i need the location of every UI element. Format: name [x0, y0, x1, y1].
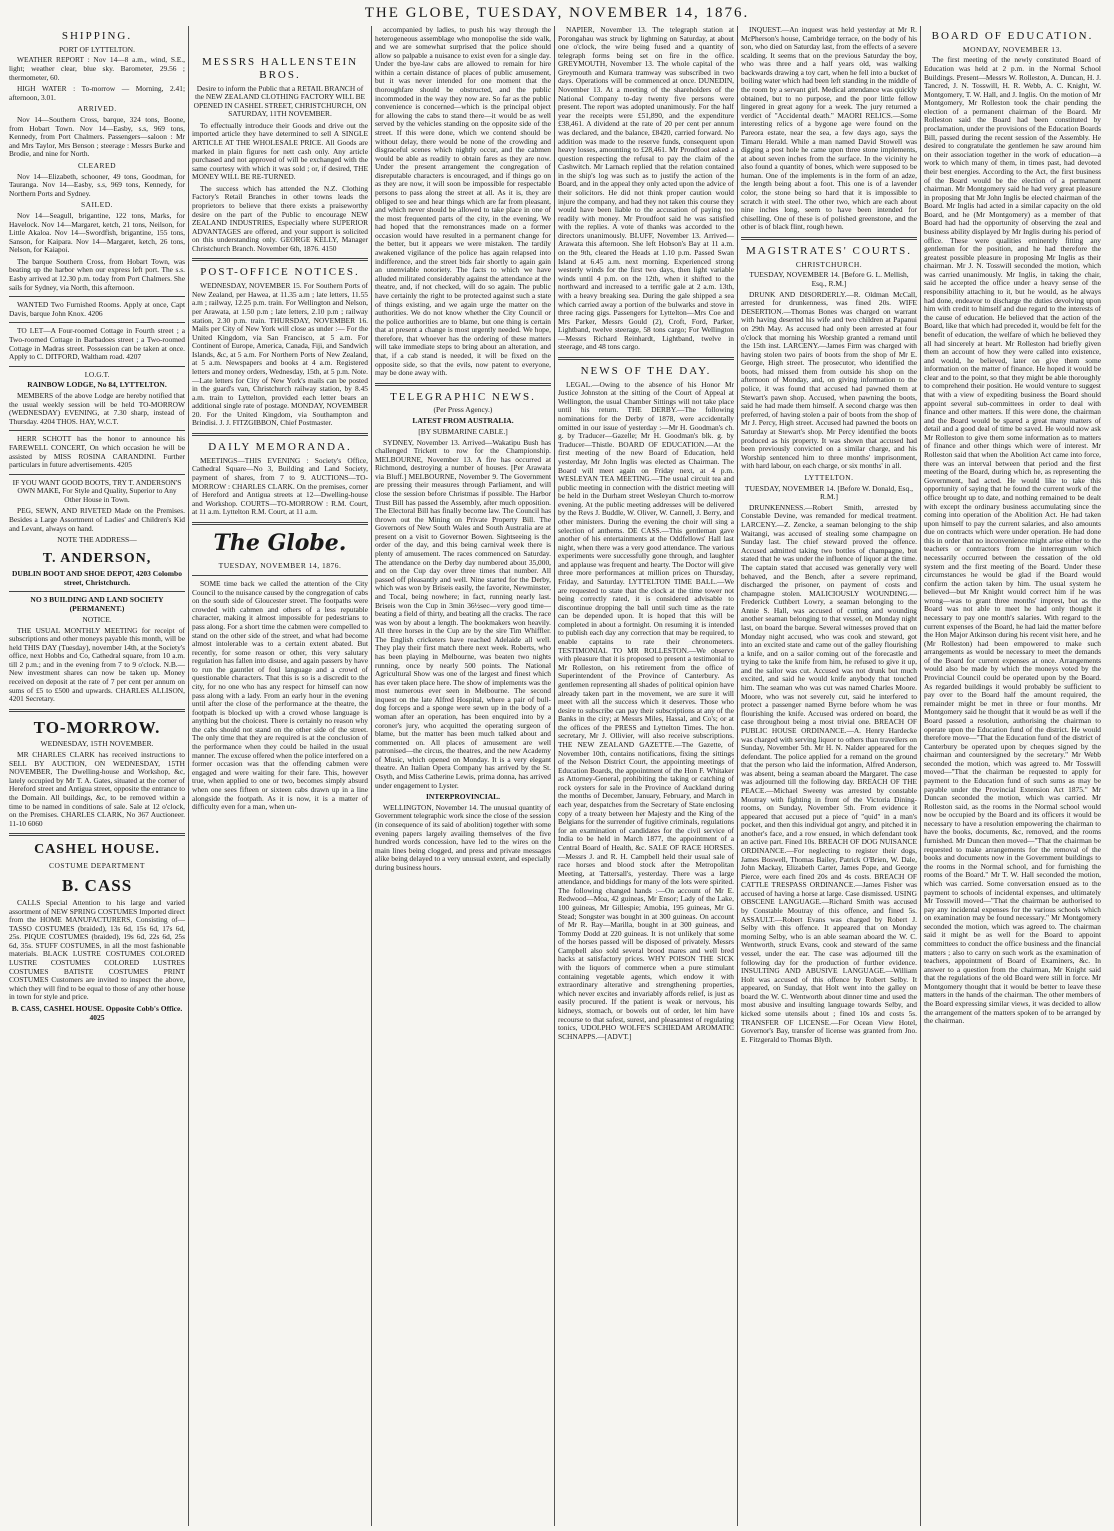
column-2 [189, 26, 372, 1526]
sailed-text: Nov 14—Seagull, brigantine, 122 tons, Marks, for Havelock. Nov 14—Margaret, ketch, 21 tons, Neilson, for Little Akaloa. Nov 14—Swordfish, brigantine, 155 tons, Sanson, for Kaipara. Nov 14—Margaret, ketch, 26 tons, Nelson, for Kaiapoi. [9, 211, 185, 255]
tomorrow-heading: TO-MORROW. [33, 717, 161, 737]
board-heading: BOARD OF EDUCATION. [931, 30, 1094, 42]
masthead: THE GLOBE, TUESDAY, NOVEMBER 14, 1876. [364, 5, 750, 21]
cleared-text: Nov 14—Elizabeth, schooner, 49 tons, Goodman, for Tauranga. Nov 14—Easby, s.s, 969 tons, Kennedy, for Northern Ports and Sydney. [9, 171, 185, 198]
christchurch-date: TUESDAY, NOVEMBER 14. [Before G. L. Mellish, Esq., R.M.] [749, 270, 909, 288]
hallenstein-heading: MESSRS HALLENSTEIN BROS. [201, 56, 359, 81]
editorial-date: TUESDAY, NOVEMBER 14, 1876. [218, 561, 342, 571]
wanted-ad: WANTED Two Furnished Rooms. Apply at once, Capt Davis, barque John Knox. 4206 [9, 300, 185, 318]
memoranda-heading: DAILY MEMORANDA. [208, 441, 352, 454]
news-text: LEGAL.—Owing to the absence of his Honor Mr Justice Johnston at the sitting of the Court of Appeal at Wellington, the usual Chamber Sittings will not take place until his return. THE DERBY.—The following nominations for the Derby of 1878, were accidentally omitted in our issue of yesterday :—Mr H. Goodman's ch. g. by Traducer—Gazelle; Mr H. Goodman's blk. g. by Traducer—Thistle. BOARD OF EDUCATION.—At the first meeting of the new Board of Education, held yesterday, Mr John Inglis was elected as Chairman. The Board will meet again on Friday next, at 4 p.m. WESLEYAN TEA MEETING.—The usual circuit tea and public meeting in connection with the district meeting will be held in the Durham street Wesleyan Church to-morrow evening. At the public meeting addresses will be delivered by the Revs J. Buddle, W. Oliver, W. Cannell, J. Berry, and other ministers. During the evening the choir will sing a selection of anthems. DE CASS.—This gentleman gave another of his entertainments at the Oddfellows' Hall last night, when there was a very good attendance. The various experiments were successfully gone through, and laughter and applause was frequent and hearty. The Doctor will give three more performances at million prices on Thursday, Friday, and Saturday. LYTTELTON TIME BALL.—We are requested to state that the clock at the time tower not being correctly rated, it is considered advisable to discontinue dropping the ball until such time as the rate can be depended upon. It is hoped that this will be completed in about a fortnight. On resuming it is intended to publish each day any correction that may be required, to enable captains to rate their chronometers. TESTIMONIAL TO MR ROLLESTON.—We observe with pleasure that it is proposed to present a testimonial to Mr Rolleston, on his retirement from the office of Superintendent of the Province of Canterbury. As gentlemen representing all shades of political opinion have already taken part in the movement, we are sure it will meet with all the success which it deserves. Those who desire to subscribe can pay their subscriptions at any of the Banks in the city; at Messrs Miles, Hassal, and Co's; or at the offices of the PRESS and Lyttelton Times. The hon. secretary, Mr J. Ollivier, will also receive subscriptions. THE NEW ZEALAND GAZETTE.—The Gazette, of November 10th, contains notifications, fixing the sittings of the Nelson District Court, the appointing meetings of Education Boards, the appointment of the Hon F. Whitaker as Attorney-General, prohibiting the taking or catching of rock oysters for sale in the Province of Auckland during the months of December, January, February, and March in each year, despatches from the Secretary of State enclosing copy of a treaty between her Majesty and the King of the Belgians for the surrender of fugitive criminals, regulations for an examination of candidates for the civil service of India to be held in March 1877, the appointment of a Central Board of Health, &c. SALE OF RACE HORSES.—Messrs J. and R. H. Campbell held their usual sale of race horses and blood stock after the Metropolitan Meeting, at Tattersall's, yesterday. There was a large attendance, and biddings for many of the lots were spirited. The following changed hands :—On account of Mr E. Redwood—Moa, 42 guineas, Mr Ensor; Lady of the Lake, 100 guineas, Mr Gillespie; Amobia, 195 guineas, Mr G. Stead; Songster was bought in at 300 guineas. On account of Mr R. Ray—Marilla, bought in at 300 guineas, and Tommy Dodd at 220 guineas. It is not unlikely that some of the horses passed will be disposed of privately. Messrs Campbell also sold several brood mares and well bred hacks at satisfactory prices. WHY POISON THE SICK with the liquors of commerce when a pure stimulant containing vegetable agents, which endow it with extraordinary alterative and strengthening properties, which never excites and invariably affords relief, is just as easily procured. If the patient is weak or nervous, his kidneys, stomach, or bowels out of order, let him have recourse to that safest, surest, and pleasantest of regulating tonics, UDOLPHO WOLFE'S SCHIEDAM AROMATIC SCHNAPPS.—[ADVT.] [558, 379, 734, 1041]
sailed-heading: SAILED. [80, 200, 114, 210]
magistrates-heading: MAGISTRATES' COURTS. [745, 244, 912, 257]
port-heading: PORT OF LYTTELTON. [59, 44, 135, 54]
high-water: HIGH WATER : To-morrow — Morning, 2.41; afternoon, 3.01. [9, 84, 185, 102]
dublin-depot: DUBLIN BOOT AND SHOE DEPOT, 4203 Colombo street, Christchurch. [12, 569, 182, 587]
costume-dept: COSTUME DEPARTMENT [49, 860, 145, 870]
pegged-ad: PEG, SEWN, AND RIVETED Made on the Premises. Besides a Large Assortment of Ladies' and Children's Kid and Levant, always on hand. [9, 506, 185, 533]
christchurch-text: DRUNK AND DISORDERLY.—R. Oldman McCall, arrested for drunkenness, was fined 20s. WIFE DESERTION.—Thomas Bones was charged on warrant with having deserted his wife and two children at Papanui on 29th May. As accused had only been arrested at four o'clock that morning his Worship granted a remand until the 15th inst. LARCENY.—James Firm was charged with having stolen two pairs of boots from the shop of Mr E. George, High street. The prosecutor, who identified the boots, had missed them from outside his shop on the afternoon of Monday, and, on giving information to the police, it was found that accused had pawned them at Stewart's pawn shop. Accused, when pawning the boots, said he had made them himself. A second charge was then preferred, of having stolen a pair of boots from the shop of Mr J. Percy, High street. Accused had pawned the boots on Saturday at Stewart's shop. Mr Percy identified the boots produced as his property. It was shown that accused had been previously convicted on a similar charge, and his Worship sentenced him to three months' imprisonment, with hard labour, on each charge, or six months' in all. [741, 289, 917, 471]
arrived-heading: ARRIVED. [77, 104, 117, 114]
interprovincial-heading: INTERPROVINCIAL. [426, 792, 500, 802]
editorial-text: SOME time back we called the attention of the City Council to the nuisance caused by the congregation of cabs on the south side of Gloucester street. The footpaths were crowded with cabmen and others of a less reputable character, making it almost impossible for pedestrians to pass along. For a short time the cabmen were compelled to stand on the other side of the street, and what had become almost intolerable was to a certain extent abated. But recently, for some reason or other, this very salutary regulation has fallen into disuse, and again passers by have to run the gauntlet of foul language and a crowd of questionable characters. That this is so is a discredit to the city, for no one who has any respect for himself can now pass along with a lady. From an early hour in the evening until after the close of the performance at the theatre, the footpath is blocked up with a crowd whose language is anything but the choicest. There is certainly no reason why the cabs should not stand on the other side of the street. The only time that they are required is at the conclusion of the performance when they could be hailed in the usual manner. The excuse offered when the police interfered on a former occasion was that the offending cabmen were engaged and were waiting for their fare. This, however true, when applied to one or two, becomes simply absurd when one sees fifteen or sixteen cabs drawn up in a line alongside the footpath. As it is now, it is a matter of difficulty even for a man, when un- [192, 579, 368, 812]
shipping-note: The barque Southern Cross, from Hobart Town, was beating up the harbor when our express left port. The s.s. Easby arrived at 12.30 p.m. today from Port Chalmers. She sails for Sydney, via North, this afternoon. [9, 256, 185, 292]
column-1 [6, 26, 189, 1526]
telegraphic-heading: TELEGRAPHIC NEWS. [390, 390, 536, 403]
globe-title: The Globe. [213, 529, 347, 556]
hallenstein-text-3: The success which has attended the N.Z. Clothing Factory's Retail Branches in other towns leads the proprietors to believe that there exists a praiseworthy desire on the part of the Public to encourage NEW ZEALAND INDUSTRIES, Especially where SUPERIOR ADVANTAGES are offered, and your support is solicited on this understanding only. GEORGE KELLY, Manager Christchurch Branch. November 6th, 1876. 4150 [192, 183, 368, 253]
christchurch-heading: CHRISTCHURCH. [795, 259, 863, 269]
arrived-text: Nov 14—Southern Cross, barque, 324 tons, Boone, from Hobart Town. Nov 14—Easby, s.s, 969 tons, Kennedy, from Port Chalmers. Passengers—saloon : Mr and Mrs Taylor, Mrs Benson ; steerage : Messrs Burke and Brodie, and nine for North. [9, 115, 185, 159]
lodge-text: MEMBERS of the above Lodge are hereby notified that the usual weekly session will be held TO-MORROW (WEDNESDAY) EVENING, at 7.30 sharp, instead of Thursday. 4204 THOS. HAY, W.C.T. [9, 391, 185, 426]
note-address: NOTE THE ADDRESS— [57, 535, 137, 545]
lyttelton-text: DRUNKENNESS.—Robert Smith, arrested by Constable Devine, was remanded for medical treatment. LARCENY.—Z. Zencke, a seaman belonging to the ship Waitangi, was accused of stealing some champagne on Sunday last. The chief steward proved the offence. Accused admitted taking two bottles of champagne, but stated that he was under the influence of liquor at the time. The captain stated that accused was generally very well behaved, and the Bench, after a severe reprimand, discharged the prisoner, on payment of costs and champagne stolen. MALICIOUSLY WOUNDING.—Frederick Cuthbert Lowry, a seaman belonging to the Annie S. Hall, was accused of cutting and wounding another seaman belonging to that vessel, on Monday night last, on board the barque. Several witnesses proved that on Monday night accused, who was cook and steward, got into an excited state and came out of the galley flourishing a knife, and on a sailor coming out of the forecastle and trying to take the knife from him, he refused to give it up, and the sailor was cut. Accused was not drunk but much excited, and said he would knife anybody that touched him. The seaman who was cut was named Charles Moore. Moore, who was not severely cut, said he interfered to protect a passenger named Byrne before whom he was flourishing the knife. Accused was ordered on board, the case throughout being a most trivial one. BREACH OF PUBLIC HOUSE ORDINANCE.—A. Henry Hardecke was charged with serving liquor to others than travellers on Sunday, November 5th. Mr H. N. Nalder appeared for the defendant. The police applied for a remand on the ground that the person who laid the information, Alfred Anderson, was absent, being a seaman aboard the Margaret. The case was adjourned till the following day. BREACH OF THE PEACE.—Michael Sweeny was arrested by constable Moutray with fighting in front of the Victoria Dining-rooms, on Sunday, November 5th. From evidence it appeared that accused put a piece of "quid" in a man's pocket, and then this individual got angry, and pitched it in another's face, and a row ensued, in which defendant took an active part. Fined 10s. BREACH OF DOG NUISANCE ORDINANCE.—For neglecting to register their dogs, James Boswell, Thomas Bailey, Patrick O'Brien, W. Dale, John Mackay, Elizabeth Carter, James Pope, and George Pierce, were each fined 20s and 4s costs. BREACH OF CATTLE TRESPASS ORDINANCE.—James Fisher was accused of having a horse at large. Case dismissed. USING OBSCENE LANGUAGE.—Richard Smith was accused by Constable Moutray of this offence, and fined 5s. ASSAULT.—Robert Evans was charged by Robert J. Selby with this offence. It appeared that on Monday morning Selby, who is an able seaman aboard the W. C. Wentworth, struck Evans, cook and steward of the same vessel, under the ear. The case was adjourned till the following day for the production of further evidence. INSULTING AND ABUSIVE LANGUAGE.—William Holt was accused of this offence by Robert Selby. It appeared, on Sunday, that Holt went into the galley on board the W. C. Wentworth about dinner time and used the most abusive and insulting language towards Selby, and kicked some utensils about ; fined 10s and costs 5s. TRANSFER OF LICENSE.—For Ocean View Hotel, Governor's Bay, transfer of license was granted from Jno. E. Fitzgerald to Thomas Blyth. [741, 502, 917, 1044]
boots-ad: IF YOU WANT GOOD BOOTS, TRY T. ANDERSON'S OWN MAKE, For Style and Quality, Superior to Any Other House in Town. [12, 477, 182, 504]
tolet-ad: TO LET—A Four-roomed Cottage in Fourth street ; a Two-roomed Cottage in Barbadoes street ; a Two-roomed Cottage in Madras street. Possession can be taken at once. Apply to C. DITFORD, Waltham road. 4207 [9, 326, 185, 362]
hallenstein-text-2: To effectually introduce their Goods and drive out the imported article they have determined to sell A SINGLE ARTICLE AT THE WHOLESALE PRICE. All Goods are marked in plain figures for nett cash only. Any article purchased and not approved of will be exchanged with the same courtesy with which it was sold ; or, if desired, THE MONEY WILL BE RE-TURNED. [192, 120, 368, 182]
latest-australia: LATEST FROM AUSTRALIA. [412, 416, 514, 426]
cass-name: B. CASS [61, 876, 133, 896]
column-6 [921, 26, 1104, 1526]
clark-auction: MR CHARLES CLARK has received instructions to SELL BY AUCTION, ON WEDNESDAY, 15TH NOVEMBER, The Dwelling-house and Workshop, &c, lately occupied by Mr T. A. Gates, situated at the corner of Hereford street and Antigua street, opposite the entrance to the Domain. All buildings, &c, to be removed within a time to be named in conditions of sale. Sale at 12 o'clock, on the Premises. CHARLES CLARK, No 367 Auctioneer. 11-10 6060 [9, 750, 185, 828]
telegraphic-sub: (Per Press Agency.) [433, 405, 493, 415]
column-4 [555, 26, 738, 1526]
shipping-heading: SHIPPING. [61, 30, 133, 42]
news-continued: INQUEST.—An inquest was held yesterday at Mr R. McPherson's house, Cambridge terrace, on the body of his son, who died on Saturday last, from the effects of a severe scalding. It seems that on the previous Saturday the boy, who was three and a half years old, was walking backwards drawing a toy cart, when he fell into a bucket of boiling water which had been left standing in the middle of the room by a servant girl. Medical attendance was quickly obtained, but to no purpose, and the poor little fellow lingered in great agony for a week. The jury returned a verdict of "Accidental death." MAORI RELICS.—Some interesting relics of a bygone age were found on the Pareora estate, near the sea, a few days ago, says the Timaru Herald. While a man named David Stowell was digging a post hole he came upon three stone implements, at about seven inches from the surface. In the vicinity he also found a quantity of bones, which were supposed to be human. One of the implements is in the form of an adze, the length being about a foot. This one is of a lavender color, the stone being so hard that it is impossible to scratch it with steel. The other two, which are each about nine inches long, seem to have been intended for chiselling. One of these is of polished greenstone, and the other is of black flint, rough hewn. [741, 26, 917, 232]
hallenstein-text: Desire to inform the Public that a RETAIL BRANCH of the NEW ZEALAND CLOTHING FACTORY WILL BE OPENED IN CASHEL STREET, CHRISTCHURCH, ON SATURDAY, 11TH NOVEMBER. [193, 83, 367, 119]
weather-report: WEATHER REPORT : Nov 14—8 a.m., wind, S.E., light; weather clear, blue sky. Barometer, 29.56 ; thermometer, 60. [9, 55, 185, 82]
telegraph-continued: NAPIER, November 13. The telegraph station at Porongahau was struck by lightning on Saturday, at about one o'clock, the wire being fused and a quantity of telegraph forms being set on fire in the office. GREYMOUTH, November 13. The whole capital of the Greymouth and Kumara tramway was subscribed in two days. Operations will be commenced at once. DUNEDIN, November 13. At a meeting of the shareholders of the National Company to-day twenty five persons were present. The report was adopted unanimously. For the half year the receipts were £51,890, and the expenditure £38,461. A dividend at the rate of 20 per cent per annum was declared, and the balance, £8420, carried forward. No addition was made to the reserve funds, consequent upon heavy losses, amounting to £28,461. Mr Proudfoot asked a question respecting the refusal to pay the claim of the Cashwitch. Mr Larnach replied that the relation contained in the ship's log was such as to justify the action of the Board, and in the appeal they only acted upon the advice of their solicitors. He did not think proper caution would injure the company, and had they not taken this course they would have been liable to the accusation of paying too readily with money. Mr Proudfoot said he was satisfied with the replies. A vote of thanks was accorded to the directors unanimously. BLUFF, November 13. Arrived—Arawata this afternoon. She left Hobson's Bay at 11 a.m. on the 9th, cleared the Heads at 1.10 p.m. Passed Swan Island at 6.45 a.m. next morning. Experienced strong westerly winds for the first two days, then light variable winds until 4 p.m. on the 12th, when it shifted to the northward and increased to a terrific gale at 2 a.m. 13th, with a heavy breaking sea. During the gale shipped a sea which carried away a portion of the bulwarks and stove in three racing gigs. Passengers for Lyttelton—Mrs Coe and Mrs Parker, Messrs Gould (2), Croft, Ford, Parker, Lightband, twelve steerage, 58 tons cargo; For Wellington—Messrs Richard Reinhardt, Lightband, twelve in steerage, and 48 tons cargo. [558, 26, 734, 352]
post-office-text: WEDNESDAY, NOVEMBER 15. For Southern Ports of New Zealand, per Hawea, at 11.35 a.m ; late letters, 11.55 a.m ; railway, 12.25 p.m. train. For Wellington and Nelson, per Arawata, at 1.50 p.m ; late letters, 2.10 p.m ; railway station, 2.30 p.m. train. THURSDAY, NOVEMBER 16. Mails per City of New York will close as under :— For the United Kingdom, via San Francisco, at 5 a.m. For Continent of Europe, America, Canada, Fiji, and Sandwich Islands, &c, at 5 a.m. For Northern Ports of New Zealand, at 5 a.m. Newspapers and books at 4 a.m. Registered letters and money orders, Wednesday, 15th, at 5 p.m. Note.—Late letters for City of New York's mails can be posted in the guard's van, Christchurch railway station, by 8.45 a.m. train to Lyttelton, provided each letter bears an additional single rate of postage. MONDAY, NOVEMBER 20. For the United Kingdom, via Southampton and Brindisi. J. J. FITZGIBBON, Chief Postmaster. [192, 281, 368, 428]
anderson-name: T. ANDERSON, [42, 550, 152, 566]
board-date: MONDAY, NOVEMBER 13. [962, 44, 1063, 54]
memoranda-text: MEETINGS—THIS EVENING : Society's Office, Cathedral Square—No 3, Building and Land Society, payment of shares, from 7 to 9. AUCTIONS—TO-MORROW : CHARLES CLARK. On the premises, corner of Hereford and Antigua streets at 12—Dwelling-house and Workshop. COURTS—TO-MORROW : R.M. Court, at 11 a.m. Lyttelton R.M. Court, at 11 a.m. [192, 455, 368, 517]
post-office-heading: POST-OFFICE NOTICES. [200, 266, 360, 279]
notice-heading: NOTICE. [82, 614, 112, 624]
wednesday-date: WEDNESDAY, 15TH NOVEMBER. [40, 739, 154, 749]
cass-text: CALLS Special Attention to his large and varied assortment of NEW SPRING COSTUMES Imported direct from the HOME MANUFACTURERS, Consisting of— TASSO COSTUMES (braided), 13s 6d, 15s 6d, 17s 6d, 25s. PIQUE COSTUMES (braided), 19s 6d, 22s 6d, 25s 6d, 35s. STUFF COSTUMES, in all the most fashionable materials. BLACK LUSTRE COSTUMES COLORED LUSTRE COSTUMES COLORED LUSTRES COSTUMES BATISTE COSTUMES PRINT COSTUMES Customers are invited to inspect the above, which they will find to be equal to those of any other house in town for style and price. [9, 897, 185, 1002]
editorial-continued: accompanied by ladies, to push his way through the heterogeneous assemblage who monopolise the side walk, and we are somewhat surprised that the police should allow so palpable a nuisance to exist even for a single day. Under the bye-law cabs are allowed to remain for hire within a certain distance of places of public amusement, but it was never intended for one moment that the thoroughfare should be obstructed, and the public incommoded in the way they now are. So far as the public convenience is concerned—which is the principal object for allowing the cabs to stand there—it would be as well served by the vehicles standing on the opposite side of the street. If this were done, which we contend should be without delay, there would be none of the crowding and disgraceful scenes which nightly occur, and the cabmen would be able as readily to obtain fares as they are now. Under the present arrangement the congregation of disreputable characters is encouraged, and if things go on as they are now, it will soon be impossible for respectable persons to pass along the street at all. As it is, they are obliged to see and hear things which are far from pleasant, and which never should be allowed to take place in one of the most frequented parts of the city, in the evening. We had hoped that the remonstrances made on a former occasion would have resulted in a permanent change for the better, but it appears we were mistaken. The tardily awakened vigilance of the police has again relapsed into indifference, and the street bids fair shortly to again gain an unenviable notoriety. The facts to which we have alluded militated considerably against the attendance at the theatre, and, if not checked, will do so again. The public have certainly the right to be protected against such a state of things existing, and we again urge the matter on the authorities. We do not know whether the City Council or the police authorities are to blame, but one thing is certain that at present a change is most urgently needed. We hope, therefore, that whoever has the ordering of these matters will take immediate steps to bring about an alteration, and that, if a cab stand is needed, it will be fixed on the opposite side, so that the evils, now patent to everyone, may be done away with. [375, 26, 551, 378]
lyttelton-heading: LYTTELTON. [804, 472, 854, 482]
notice-text: THE USUAL MONTHLY MEETING for receipt of subscriptions and other moneys payable this month, will be held THIS DAY (Tuesday), november 14th, at the Society's office, next Hobbs and Co, Cathedral square, from 10 a.m. till 2 p.m.; and in the evening from 7 to 9 o'clock. N.B.—New investment shares can now be taken up. Money received on deposit at the rate of 7 per cent per annum on sums of £5 to £500 and upwards. CHARLES ALLISON, 4201 Secretary. [9, 625, 185, 704]
column-3 [372, 26, 555, 1526]
cleared-heading: CLEARED [77, 160, 117, 170]
lyttelton-date: TUESDAY, NOVEMBER 14. [Before W. Donald, Esq., R.M.] [745, 483, 913, 502]
lodge-heading: RAINBOW LODGE, No 84, LYTTELTON. [27, 380, 167, 390]
schott-ad: HERR SCHOTT has the honor to announce his FAREWELL CONCERT, On which occasion he will be assisted by MISS ROSINA CARANDINI. Further particulars in future advertisements. 4205 [9, 434, 185, 470]
cashel-house: CASHEL HOUSE. [34, 842, 160, 858]
newspaper-columns [6, 26, 1108, 1526]
cass-footer: B. CASS, CASHEL HOUSE. Opposite Cobb's Office. 4025 [11, 1003, 183, 1022]
interprovincial-text: WELLINGTON, November 14. The unusual quantity of Government telegraphic work since the close of the session (in consequence of its said of abolition) together with some evening papers largely availing themselves of the five hundred words concession, have led to the wires on the main lines being clogged, and press and private messages alike being delayed to a very unusual extent, and especially during business hours. [375, 802, 551, 872]
telegraphic-text: SYDNEY, November 13. Arrived—Wakatipu Bush has challenged Trickett to row for the Championship. MELBOURNE, November 13. A fire has occurred at Richmond, destroying a number of houses. [Per Arawata via Bluff.] MELBOURNE, November 9. The Government are pressing their measures through Parliament, and will close the session before Christmas if possible. The Harbor Trust Bill has passed the Assembly, after much opposition. The Electoral Bill has finally become law. The Council has thrown out the Mining on Private Property Bill. The Governors of New South Wales and South Australia are at present on a visit to Governor Bowen. Sightseeing is the order of the day, and this being carnival week there is plenty of amusement. The races commenced on Saturday. The attendance on the Derby day numbered about 35,000, and on the Cup day over three times that number. All passed off pleasantly and well. Nine started for the Derby, which was won by Briseis easily, the favorite, Newminster, and Tocal, being nowhere; in fact, running nearly last. Briseis won the Cup in 3min 36½sec—very good time—beating a field of thirty, and beating all the cracks. The race was won by about a length. The bookmakers won heavily. All three horses in the Cup are by the sire Tim Whiffler. The English cricketers have reached Adelaide all well. They play their first match there next week. Roberts, who has been playing in Melbourne, was beaten two nights running, once by nearly 500 points. The National Agricultural Show was one of the largest and finest which has ever taken place here. The show of implements was the most numerous ever seen in Melbourne. The second inquest on the late Alfred Hospital, where a pair of bull-dog forceps and a sponge were sewn up in the body of a woman after an operation, has been enquired into by a coroner's jury, who acquitted the operating surgeon of blame, but the matter has been much talked about and commented on. All places of amusement are well patronised—the circus, the theatres, and the new Academy of Music, which opened on Monday. It is a very elegant theatre. An Italian Opera Company has arrived by the St. Osyth, and Miss Catherine Lewis, prima donna, has arrived under engagement to Lyster. [375, 437, 551, 790]
board-text: The first meeting of the newly constituted Board of Education was held at 2 p.m. in the Normal School Buildings. Present—Messrs W. Rolleston, A. Duncan, H. J. Tancred, J. N. Tosswill, H. R. Webb, A. C. Knight, W. Montgomery, T. W. Hall, and J. Inglis. On the motion of Mr Montgomery, Mr Rolleston took the chair pending the election of a permanent chairman of the Board. Mr Rolleston said the Board had been constituted by proclamation, under the provisions of the Education Boards Bill, passed during the recent session of the Assembly. He desired to congratulate the gentlemen he saw around him on their association together in the work of education—a work to which many of them, in times past, had devoted their best energies. According to the Act, the first business of the Board would be the election of a permanent chairman. Mr Montgomery said he had very great pleasure in proposing that Mr John Inglis be elected chairman of the Board. Mr Inglis had acted in a similar capacity on the old Board, and he (Mr Montgomery) as a member of that Board had had the opportunity of observing the zeal and business ability displayed by Mr Inglis during his period of office. These were qualities eminently fitting any gentleman for the position, and he had therefore the greatest possible pleasure in proposing Mr Inglis as their chairman. Mr J. N. Tosswill seconded the motion, which was carried unanimously. Mr Inglis, in taking the chair, said he accepted the office under a heavy sense of the responsibility attaching to it, but he would, as he always had done, endeavor to discharge the duties devolving upon him with credit to himself and due regard to the interests of the cause of education. He believed that the action of the Board, like that which had preceded it, would be felt for the benefit of education, the welfare of which he believed they all had sincerely at heart. Mr Rolleston had briefly given them an account of how they were called into existence, and would, he believed, later on give them some information on the matter of finance. He hoped it would be clear and to the point, so that they might be able thoroughly to comprehend their position. He would venture to suggest that with a view of expediting business the Board should appoint several sub-committees in order to deal with finance and other matters. If this were done, the chairman and the Board would be spared a great many matters of detail and a good deal of time be saved. He would now ask Mr Rolleston to give them some information as to matters of finance and other things which were of interest. Mr Rolleston said that when the Abolition Act came into force, there was an interval between that period and the first meeting of the Board, during which he, as representing the Government, had acted. He would like to take this opportunity of saying that he found the current work of the office brought up to date, and nothing remained to be dealt with except the ordinary business accumulating since the coming into operation of the Abolition Act. He had taken upon himself to pay the current salaries, and also amounts due on contracts which were under operation. He had done this in order that no inconvenience might arise either to the teachers or contractors from the interregnum which necessarily occurred between the cessation of the old system and the first meeting of the Board. Under these circumstances he would be glad if the Board would confirm the action taken by him. The usual system he believed—but Mr Knight would correct him if he was wrong—was to grant three months' imprest, but as the Board was not able to meet he had only thought it necessary to pay one month's salaries. With regard to the current expenses of the Board, he had laid the matter before the Hon Major Atkinson during his recent visit here, and he (Mr Rolleston) had been empowered to make such arrangements as would be necessary to meet the demands of the Board for current expenses at once. Arrangements would also be made by which the moneys voted by the Provincial Council could be operated upon by the Board. As regarded buildings it would probably be sufficient to pay over to the Board half the amount required, the remainder might be met in three or four months. Mr Montgomery said he thought that it would be as well if the Board passed a resolution, authorising the chairman to operate upon the Education fund of the district. He would therefore move—"That the Education fund of the district of Canterbury be operated upon by cheques signed by the chairman and countersigned by the secretary." Mr Webb seconded the motion, which was agreed to. Mr Tosswill moved—"That the chairman be requested to apply for payment to the Education fund of such sums as may be payable under the Provincial Extension Act 1875." Mr Duncan seconded the motion, which was carried. Mr Rolleston said, as the rooms in the Normal school would now be occupied by the Board and its officers it would be necessary to have a resolution empowering the chairman to have the books, documents, &c, removed, and the rooms furnished. Mr Duncan then moved—"That the chairman be requested to make arrangements for the removal of the books and documents now in the Government buildings to the rooms in the Normal school, and for furnishing the rooms of the Board." Mr T. W. Hall seconded the motion, which was carried. Some conversation ensued as to the payment to schools of incidental expenses, and ultimately Mr Tosswill moved—"That the chairman be authorised to pay any incidental expenses for the various schools which on examination may be found necessary." Mr Montgomery seconded the motion, which was agreed to. The chairman said it might be as well for the Board to appoint committees to conduct the office business and the financial matters ; also to carry on such work as the examination of teachers, appointment of Board of Examiners, &c. In answer to a question from the chairman, Mr Knight said that the regulations of the old Board were still in force. Mr Montgomery thought that it would be better to leave these matters in the hands of the chairman. The other members of the Board expressing similar views, it was decided to allow the arrangement of the matters spoken of to be arranged by the chairman. [924, 55, 1101, 1026]
news-heading: NEWS OF THE DAY. [580, 364, 712, 377]
iogt-heading: I.O.G.T. [84, 369, 110, 379]
submarine-cable: [BY SUBMARINE CABLE.] [418, 426, 508, 436]
society-heading: NO 3 BUILDING AND LAND SOCIETY (PERMANENT.) [30, 595, 164, 614]
column-5 [738, 26, 921, 1526]
